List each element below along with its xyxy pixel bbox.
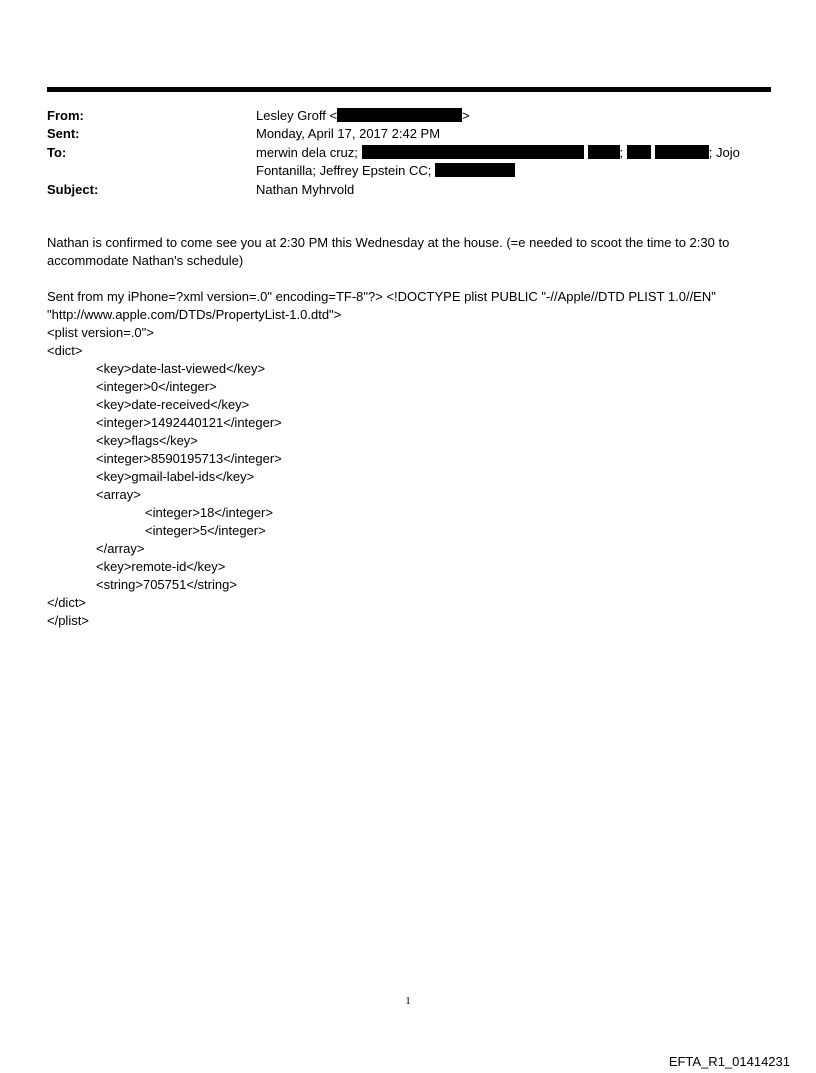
redaction-block — [655, 145, 709, 159]
to-recipient-jojo: ; Jojo — [708, 145, 740, 160]
to-value-line1 — [256, 145, 740, 161]
from-label: From: — [47, 108, 84, 123]
redaction-block — [337, 108, 462, 122]
plist-line: <integer>5</integer> — [145, 523, 266, 538]
plist-line: <array> — [96, 487, 141, 502]
plist-line: <integer>1492440121</integer> — [96, 415, 282, 430]
to-separator: ; — [619, 145, 624, 160]
redaction-block — [627, 145, 651, 159]
subject-value: Nathan Myhrvold — [256, 182, 355, 197]
top-rule — [47, 87, 771, 92]
from-value — [256, 108, 470, 124]
plist-line: <plist version=.0"> — [47, 325, 154, 340]
page-number: 1 — [405, 995, 411, 1007]
plist-line: <key>date-received</key> — [96, 397, 250, 412]
sent-value: Monday, April 17, 2017 2:42 PM — [256, 126, 441, 141]
plist-line: <integer>18</integer> — [145, 505, 273, 520]
redaction-block — [362, 145, 584, 159]
to-label: To: — [47, 145, 67, 160]
plist-line: </dict> — [47, 595, 87, 610]
redaction-block — [435, 163, 515, 177]
plist-line: <key>remote-id</key> — [96, 559, 226, 574]
plist-line: <key>gmail-label-ids</key> — [96, 469, 255, 484]
to-value-line2 — [256, 163, 515, 179]
plist-line: </array> — [96, 541, 145, 556]
redaction-block — [588, 145, 620, 159]
from-name: Lesley Groff < — [256, 108, 338, 123]
plist-line: <dict> — [47, 343, 83, 358]
plist-line: <key>flags</key> — [96, 433, 198, 448]
plist-line: <string>705751</string> — [96, 577, 237, 592]
plist-line: <integer>0</integer> — [96, 379, 217, 394]
plist-line: </plist> — [47, 613, 89, 628]
subject-label: Subject: — [47, 182, 99, 197]
sent-from-line-1: Sent from my iPhone=?xml version=.0" encoding=TF-8"?> <!DOCTYPE plist PUBLIC "-//Apple//DTD PLIST 1.0//EN" — [47, 289, 716, 304]
from-suffix: > — [462, 108, 470, 123]
sent-from-line-2: "http://www.apple.com/DTDs/PropertyList-1.0.dtd"> — [47, 307, 342, 322]
message-line-1: Nathan is confirmed to come see you at 2:30 PM this Wednesday at the house. (=e needed to scoot the time to 2:30 to — [47, 235, 730, 250]
to-recipients-cc: Fontanilla; Jeffrey Epstein CC; — [256, 163, 432, 178]
message-line-2: accommodate Nathan's schedule) — [47, 253, 244, 268]
sent-label: Sent: — [47, 126, 80, 141]
bates-number: EFTA_R1_01414231 — [668, 1054, 790, 1069]
plist-line: <integer>8590195713</integer> — [96, 451, 282, 466]
plist-line: <key>date-last-viewed</key> — [96, 361, 266, 376]
to-recipient-1: merwin dela cruz; — [256, 145, 358, 160]
